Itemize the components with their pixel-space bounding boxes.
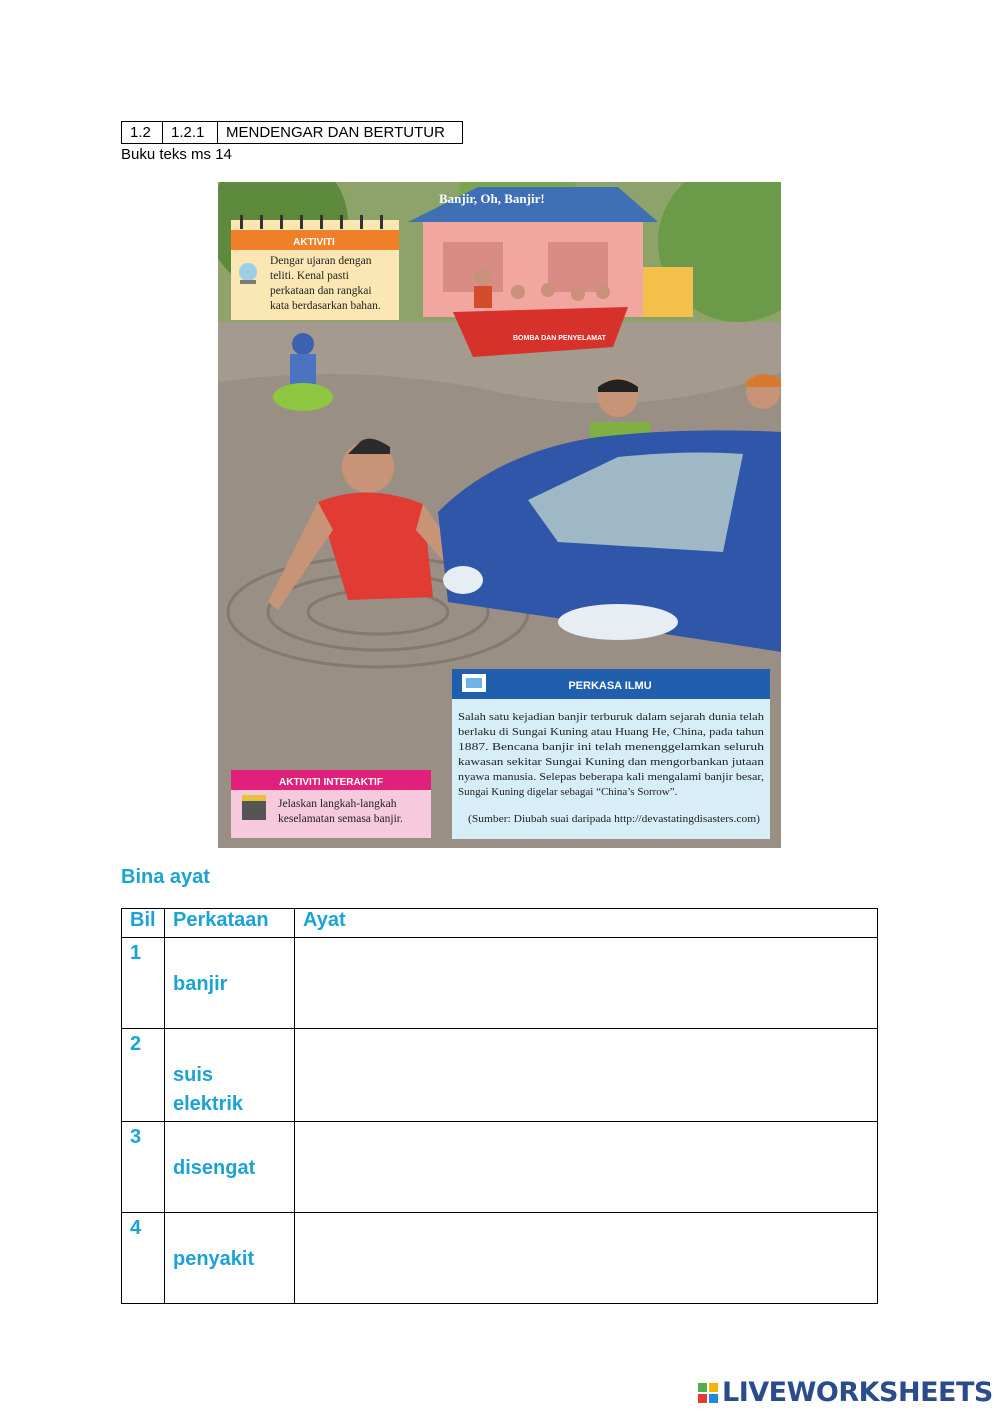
row-number: 1 (130, 942, 142, 964)
table-row (122, 938, 878, 1029)
aktiviti-box (231, 215, 399, 320)
logo-block (698, 1394, 707, 1403)
liveworksheets-logo (698, 1377, 993, 1408)
book-reference: Buku teks ms 14 (121, 146, 232, 163)
perkasa-ilmu-box (452, 669, 770, 839)
table-header-row (122, 909, 878, 938)
aktiviti-heading: AKTIVITI (293, 237, 335, 248)
table-row (122, 1122, 878, 1213)
word-cell: suis elektrik (173, 1064, 244, 1115)
perkasa-ilmu-line: berlaku di Sungai Kuning atau Huang He, China, pada tahun (458, 726, 765, 738)
boat-label: BOMBA DAN PENYELAMAT (513, 335, 606, 342)
table-row (122, 1213, 878, 1304)
sentence-answer-cell[interactable] (295, 1029, 878, 1122)
word-cell: penyakit (173, 1248, 255, 1270)
word-cell: banjir (173, 973, 228, 995)
logo-block (698, 1383, 707, 1392)
skill-title: MENDENGAR DAN BERTUTUR (218, 122, 463, 144)
perkasa-ilmu-source: (Sumber: Diubah suai daripada http://devastatingdisasters.com) (468, 814, 761, 825)
sentence-answer-cell[interactable] (295, 938, 878, 1029)
section-title: Bina ayat (121, 866, 210, 888)
aktiviti-interaktif-heading: AKTIVITI INTERAKTIF (279, 777, 383, 788)
perkasa-ilmu-line: kawasan sekitar Sungai Kuning dan mengorbankan jutaan (458, 756, 765, 768)
logo-blocks-icon (698, 1383, 718, 1403)
perkasa-ilmu-line: Sungai Kuning digelar sebagai “China’s Sorrow”. (458, 786, 678, 798)
perkasa-ilmu-line: 1887. Bencana banjir ini telah menenggelamkan seluruh (458, 741, 765, 753)
topic-code: 1.2 (122, 122, 163, 144)
flood-illustration (218, 182, 781, 848)
logo-block (709, 1394, 718, 1403)
aktiviti-line: teliti. Kenal pasti (270, 270, 349, 282)
aktiviti-interaktif-line: Jelaskan langkah-langkah (278, 798, 397, 810)
aktiviti-interaktif-box (231, 770, 431, 838)
subtopic-code: 1.2.1 (163, 122, 218, 144)
illustration-title: Banjir, Oh, Banjir! (439, 191, 545, 206)
sentence-table (121, 908, 878, 1304)
topic-code-table (121, 121, 463, 144)
header-bil: Bil (122, 909, 165, 938)
perkasa-ilmu-heading: PERKASA ILMU (568, 680, 652, 692)
computer-icon (462, 674, 486, 692)
aktiviti-interaktif-line: keselamatan semasa banjir. (278, 813, 403, 825)
row-number: 4 (130, 1217, 142, 1239)
sentence-answer-cell[interactable] (295, 1122, 878, 1213)
brand-name: LIVEWORKSHEETS (722, 1377, 993, 1408)
logo-block (709, 1383, 718, 1392)
row-number: 3 (130, 1126, 142, 1148)
clapperboard-icon (242, 795, 266, 820)
aktiviti-line: kata berdasarkan bahan. (270, 300, 381, 312)
row-number: 2 (130, 1033, 142, 1055)
perkasa-ilmu-line: Salah satu kejadian banjir terburuk dalam sejarah dunia telah (458, 711, 765, 723)
headphones-icon (239, 263, 257, 284)
sentence-answer-cell[interactable] (295, 1213, 878, 1304)
word-cell: disengat (173, 1157, 256, 1179)
aktiviti-line: Dengar ujaran dengan (270, 255, 372, 267)
header-ayat: Ayat (295, 909, 878, 938)
header-perkataan: Perkataan (165, 909, 295, 938)
perkasa-ilmu-line: nyawa manusia. Selepas beberapa kali mengalami banjir besar, (458, 771, 765, 783)
aktiviti-line: perkataan dan rangkai (270, 285, 372, 297)
table-row (122, 1029, 878, 1122)
